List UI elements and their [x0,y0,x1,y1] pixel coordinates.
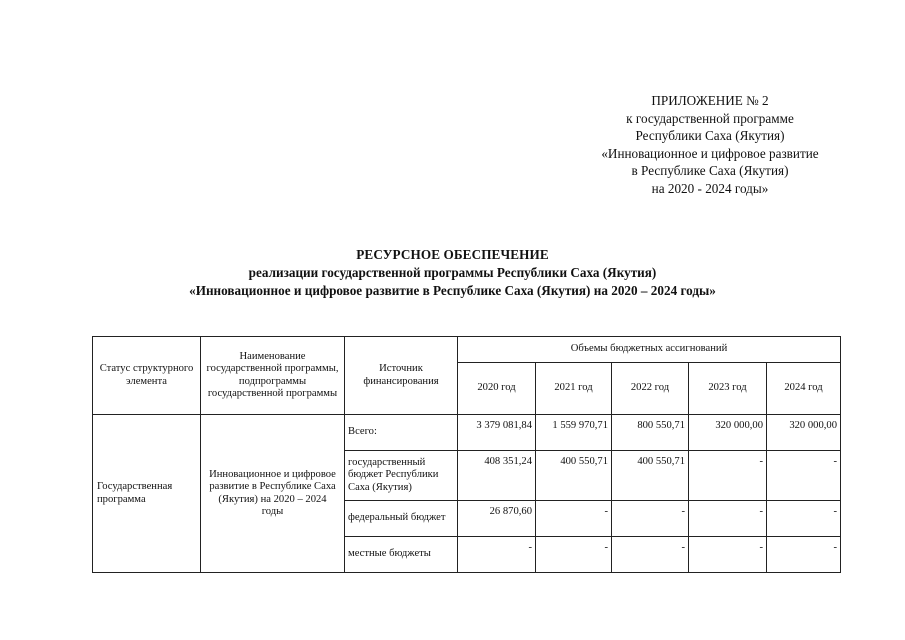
value-cell: 400 550,71 [536,451,612,501]
value-cell: - [767,537,841,573]
table-row [93,415,841,451]
header-year: 2021 год [536,363,612,415]
appendix-line: к государственной программе [626,110,794,126]
appendix-line: ПРИЛОЖЕНИЕ № 2 [651,93,769,108]
resource-table [92,336,841,573]
value-cell: 320 000,00 [767,415,841,451]
value-cell: 400 550,71 [612,451,689,501]
document-subtitle-line2: «Инновационное и цифровое развитие в Республике Саха (Якутия) на 2020 – 2024 годы» [189,283,716,298]
source-cell: федеральный бюджет [345,501,458,537]
appendix-line: Республики Саха (Якутия) [635,128,785,143]
source-cell: Всего: [345,415,458,451]
header-source: Источник финансирования [345,337,458,415]
value-cell: - [689,451,767,501]
header-year: 2022 год [612,363,689,415]
source-cell: местные бюджеты [345,537,458,573]
value-cell: - [767,501,841,537]
appendix-line: в Республике Саха (Якутия) [631,163,789,178]
value-cell: 408 351,24 [458,451,536,501]
program-name-cell: Инновационное и цифровое развитие в Республике Саха (Якутия) на 2020 – 2024 годы [201,415,345,573]
value-cell: 26 870,60 [458,501,536,537]
header-status: Статус структурного элемента [93,337,201,415]
header-year: 2020 год [458,363,536,415]
value-cell: - [536,501,612,537]
value-cell: - [458,537,536,573]
value-cell: - [612,501,689,537]
value-cell: - [536,537,612,573]
source-cell: государственный бюджет Республики Саха (Якутия) [345,451,458,501]
value-cell: - [689,501,767,537]
document-heading [0,246,905,300]
value-cell: 320 000,00 [689,415,767,451]
header-program-name: Наименование государственной программы, подпрограммы государственной программы [201,337,345,415]
value-cell: 3 379 081,84 [458,415,536,451]
header-year: 2023 год [689,363,767,415]
value-cell: - [612,537,689,573]
header-row [93,337,841,363]
status-cell: Государственная программа [93,415,201,573]
appendix-line: «Инновационное и цифровое развитие [601,145,819,161]
value-cell: - [689,537,767,573]
document-title: РЕСУРСНОЕ ОБЕСПЕЧЕНИЕ [356,247,549,262]
header-budget-group: Объемы бюджетных ассигнований [458,337,841,363]
value-cell: 1 559 970,71 [536,415,612,451]
header-year: 2024 год [767,363,841,415]
value-cell: - [767,451,841,501]
value-cell: 800 550,71 [612,415,689,451]
appendix-line: на 2020 - 2024 годы» [651,180,769,196]
appendix-block [560,92,860,197]
document-subtitle-line1: реализации государственной программы Республики Саха (Якутия) [248,265,657,280]
